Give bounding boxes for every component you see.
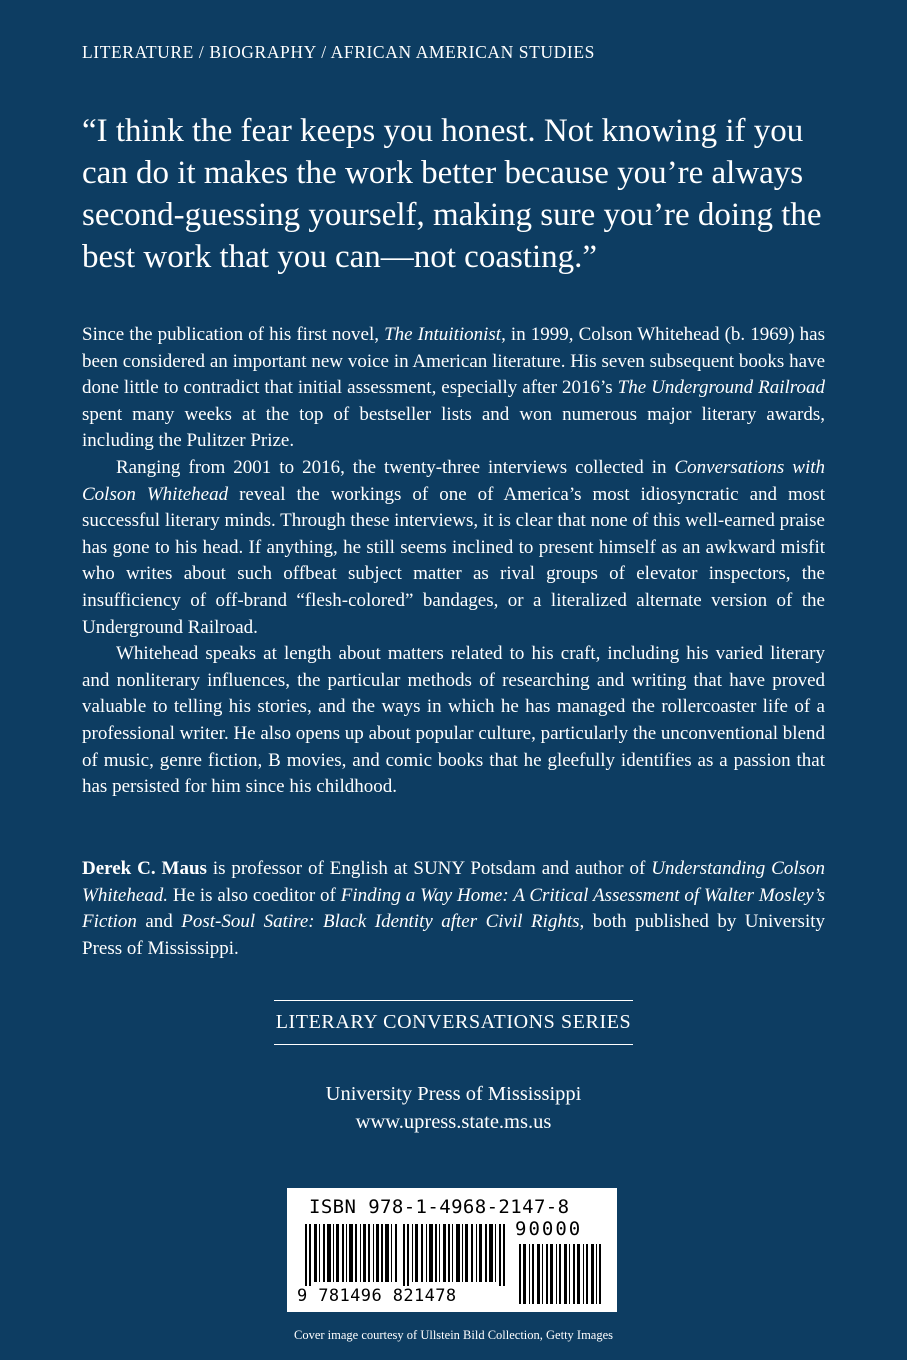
description [82,322,825,801]
title-conversations: Conversations with Colson Whitehead [82,456,826,505]
category-line: LITERATURE / BIOGRAPHY / AFRICAN AMERICAN STUDIES [82,42,595,62]
ean-number: 9 781496 821478 [297,1286,457,1306]
series-banner [0,1000,907,1045]
paragraph-2: Ranging from 2001 to 2016, the twenty-three interviews collected in Conversations with Colson Whitehead reveal the workings of one of America’s most idiosyncratic and most successful literary minds. Through these interviews, it is clear that none of this well-earned praise has gone to his head. If anything, he still seems inclined to present himself as an awkward misfit who writes about such offbeat subject matter as rival groups of elevator inspectors, the insufficiency of off-brand “flesh-colored” bandages, or a literalized alternate version of the Underground Railroad. [82,456,826,638]
pull-quote: “I think the fear keeps you honest. Not knowing if you can do it makes the work better because you’re always second-guessing yourself, making sure you’re doing the best work that you can—not coasting.” [82,113,822,275]
paragraph-3: Whitehead speaks at length about matters related to his craft, including his varied literary and nonliterary influences, the particular methods of researching and writing that have proved valuable to telling his stories, and the ways in which he has managed the rollercoaster life of a professional writer. He also opens up about popular culture, particularly the unconventional blend of music, genre fiction, B movies, and comic books that he gleefully identifies as a passion that has persisted for him since his childhood. [82,643,825,798]
addon-bars [519,1244,603,1304]
series-title: LITERARY CONVERSATIONS SERIES [274,1000,634,1045]
author-bio: Derek C. Maus is professor of English at SUNY Potsdam and author of Understanding Colson Whitehead. He is also coeditor of Finding a Way Home: A Critical Assessment of Walter Mosley’s Fiction and Post-Soul Satire: Black Identity after Civil Rights, both published by University Press of Mississippi. [82,858,825,959]
barcode-addon-number: 90000 [515,1218,583,1240]
title-underground-railroad: The Underground Railroad [617,377,825,399]
title-the-intuitionist: The Intuitionist [384,324,502,345]
ean-bars [305,1224,511,1286]
paragraph-1: Since the publication of his first novel, The Intuitionist, in 1999, Colson Whitehead (b. 1969) has been considered an important new voice in American literature. His seven subsequent books have done little to contradict that initial assessment, especially after 2016’s The Underground Railroad spent many weeks at the top of bestseller lists and won numerous major literary awards, including the Pulitzer Prize. [82,324,825,452]
publisher-block [0,1080,907,1136]
publisher-name: University Press of Mississippi [325,1083,582,1105]
barcode [287,1188,617,1312]
isbn-label: ISBN 978-1-4968-2147-8 [309,1196,570,1218]
publisher-url: www.upress.state.ms.us [355,1111,552,1133]
image-credit: Cover image courtesy of Ullstein Bild Collection, Getty Images [293,1328,614,1342]
author-name: Derek C. Maus [82,858,207,879]
